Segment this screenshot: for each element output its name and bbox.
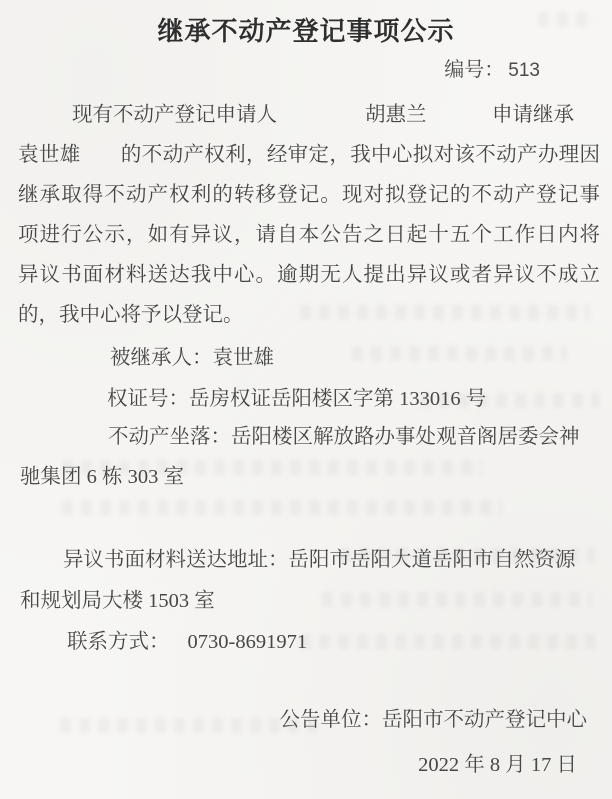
bleed-through-smudge (322, 592, 592, 607)
body-line-4: 项进行公示，如有异议，请自本公告之日起十五个工作日内将 (18, 224, 600, 246)
bleed-through-smudge (300, 634, 595, 649)
bleed-through-smudge (352, 346, 567, 361)
notice-body-paragraph (18, 95, 600, 335)
notice-number-value: 513 (508, 60, 540, 81)
issuer-line: 公告单位：岳阳市不动产登记中心 (279, 709, 587, 731)
notice-number-label: 编号： (444, 59, 505, 81)
body-line-5: 异议书面材料送达我中心。逾期无人提出异议或者异议不成立 (18, 264, 600, 286)
property-location-line-2: 驰集团 6 栋 303 室 (20, 466, 184, 488)
certificate-line: 权证号：岳房权证岳阳楼区字第 133016 号 (107, 388, 487, 410)
body-line-1 (18, 95, 600, 135)
contact-label: 联系方式： (67, 631, 170, 653)
objection-address-line-1: 异议书面材料送达地址：岳阳市岳阳大道岳阳市自然资源 (63, 549, 576, 571)
body-line-6: 的，我中心将予以登记。 (18, 304, 244, 326)
applicant-name: 胡惠兰 (365, 104, 427, 126)
body-line-3: 继承取得不动产权利的转移登记。现对拟登记的不动产登记事 (18, 184, 600, 206)
applicant-label: 现有不动产登记申请人 (72, 104, 277, 126)
decedent-name-inline: 袁世雄 (18, 144, 81, 166)
property-location-line-1: 不动产坐落：岳阳楼区解放路办事处观音阁居委会神 (108, 426, 580, 448)
contact-line (67, 622, 307, 662)
decedent-line: 被继承人：袁世雄 (110, 347, 274, 369)
body-line-2-text: 的不动产权利，经审定，我中心拟对该不动产办理因 (120, 144, 601, 166)
applicant-suffix: 申请继承 (492, 104, 574, 126)
page-title: 继承不动产登记事项公示 (157, 16, 455, 46)
body-line-2 (18, 135, 600, 175)
contact-phone-number: 0730-8691971 (187, 631, 308, 653)
bleed-through-smudge (62, 500, 502, 515)
notice-number (444, 57, 540, 84)
date-line: 2022 年 8 月 17 日 (418, 754, 577, 776)
objection-address-line-2: 和规划局大楼 1503 室 (20, 590, 215, 612)
